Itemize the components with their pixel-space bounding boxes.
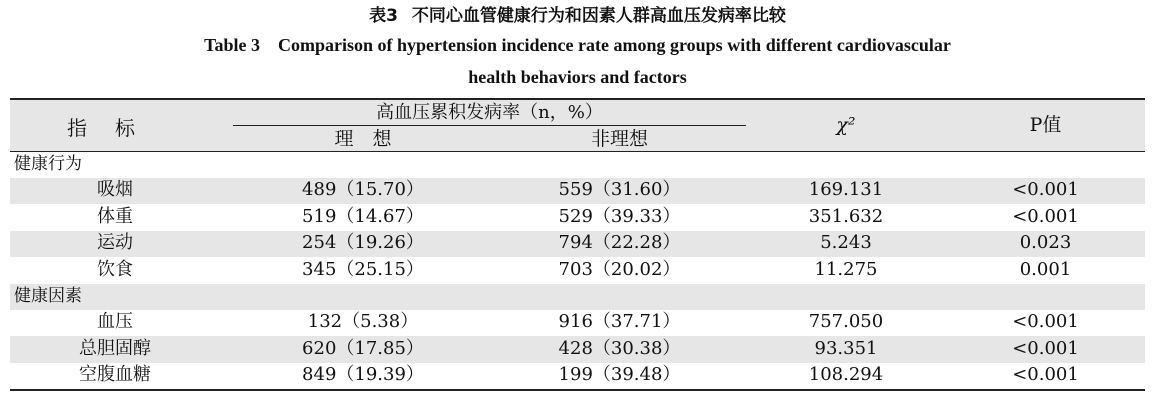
table-title-cn — [0, 5, 1155, 27]
header-p-value: P值 — [1029, 114, 1062, 136]
row-ideal-cell: 345（25.15） — [302, 258, 424, 280]
row-chi-square-cell: 93.351 — [814, 337, 878, 359]
row-chi-square-cell: 169.131 — [808, 179, 884, 201]
row-p-value-cell: <0.001 — [1012, 364, 1079, 386]
row-chi-square-cell: 11.275 — [814, 258, 878, 280]
row-chi-square-cell: 757.050 — [808, 311, 884, 333]
row-indicator-cell: 总胆固醇 — [79, 337, 151, 359]
table-title-en-line2: health behaviors and factors — [468, 67, 687, 87]
row-chi-square-cell: 5.243 — [820, 232, 872, 254]
table-number-en: Table 3 — [204, 35, 261, 55]
row-nonideal-cell: 428（30.38） — [558, 337, 681, 359]
row-p-value-cell: 0.001 — [1019, 258, 1072, 280]
row-indicator-cell: 运动 — [97, 232, 133, 254]
section-label: 健康行为 — [14, 153, 82, 174]
table-title-en-line1 — [0, 34, 1155, 56]
row-ideal-cell: 489（15.70） — [302, 179, 424, 201]
row-indicator-cell: 空腹血糖 — [79, 364, 151, 386]
table-title-cn-text: 不同心血管健康行为和因素人群高血压发病率比较 — [411, 6, 786, 26]
row-nonideal-cell: 559（31.60） — [558, 179, 681, 201]
row-p-value-cell: <0.001 — [1012, 179, 1079, 201]
header-incidence-group: 高血压累积发病率（n，%） — [376, 102, 603, 123]
table-bottom-rule — [10, 389, 1145, 391]
row-ideal-cell: 849（19.39） — [302, 364, 424, 386]
header-nonideal: 非理想 — [590, 128, 648, 150]
row-ideal-cell: 519（14.67） — [302, 205, 424, 227]
header-indicator: 指标 — [67, 116, 163, 140]
section-label: 健康因素 — [14, 285, 82, 306]
header-chi-square: χ² — [836, 114, 856, 136]
row-nonideal-cell: 916（37.71） — [558, 311, 681, 333]
row-ideal-cell: 132（5.38） — [307, 311, 419, 333]
row-ideal-cell: 254（19.26） — [302, 232, 424, 254]
row-indicator-cell: 饮食 — [97, 258, 133, 280]
row-chi-square-cell: 351.632 — [808, 205, 884, 227]
row-indicator-cell: 吸烟 — [97, 179, 133, 201]
row-indicator-cell: 血压 — [97, 311, 133, 333]
row-nonideal-cell: 199（39.48） — [558, 364, 681, 386]
row-nonideal-cell: 703（20.02） — [558, 258, 681, 280]
row-p-value-cell: 0.023 — [1019, 232, 1072, 254]
row-nonideal-cell: 794（22.28） — [558, 232, 681, 254]
header-ideal: 理 想 — [334, 128, 392, 150]
row-indicator-cell: 体重 — [97, 205, 133, 227]
row-nonideal-cell: 529（39.33） — [558, 205, 681, 227]
row-p-value-cell: <0.001 — [1012, 337, 1079, 359]
table-number-cn: 表3 — [369, 6, 398, 26]
row-p-value-cell: <0.001 — [1012, 205, 1079, 227]
table-header-rule — [10, 151, 1145, 152]
table-title-en-text-1: Comparison of hypertension incidence rate among groups with different cardiovascular — [278, 35, 951, 55]
row-chi-square-cell: 108.294 — [808, 364, 884, 386]
row-p-value-cell: <0.001 — [1012, 311, 1079, 333]
row-shade — [10, 284, 1145, 310]
row-ideal-cell: 620（17.85） — [302, 337, 424, 359]
